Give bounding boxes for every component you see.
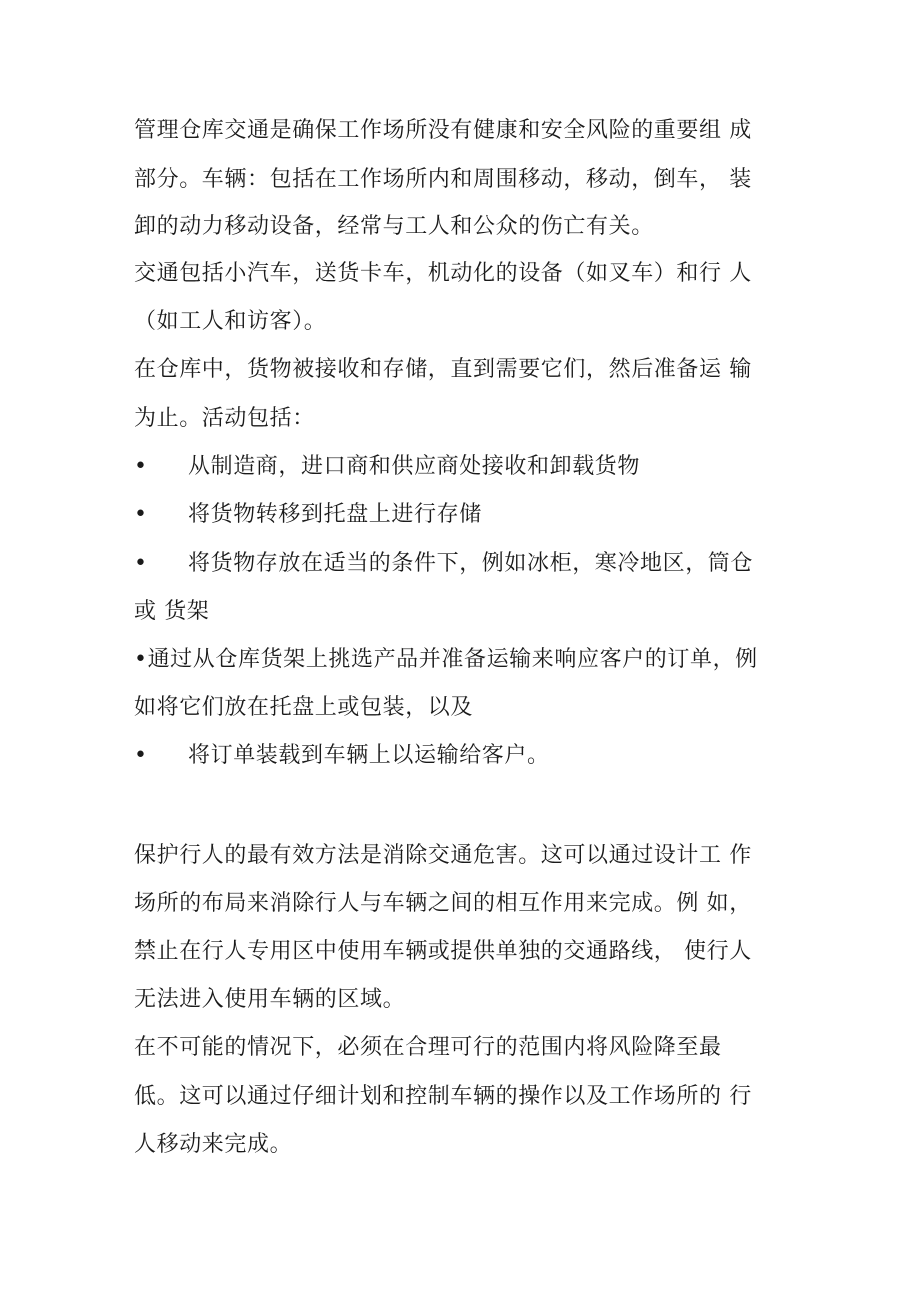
text-line: 人移动来完成。 [134,1132,293,1157]
text-line: 禁止在行人专用区中使用车辆或提供单独的交通路线， 使行人 [134,939,752,964]
list-item-text: 将订单装载到车辆上以运输给客户。 [188,743,550,768]
list-item [134,741,550,771]
list-item [134,452,640,482]
bullet-icon: • [134,743,148,768]
text-line: 管理仓库交通是确保工作场所没有健康和安全风险的重要组 成 [134,118,752,143]
list-item [134,549,753,579]
text-line: 交通包括小汽车，送货卡车，机动化的设备（如叉车）和行 人 [134,261,752,286]
text-line: 无法进入使用车辆的区域。 [134,987,406,1012]
bullet-icon: • [134,551,148,576]
list-item-continuation: 如将它们放在托盘上或包装，以及 [134,695,474,720]
list-item-text: 从制造商，进口商和供应商处接收和卸载货物 [188,454,641,479]
text-line: 在仓库中，货物被接收和存储，直到需要它们，然后准备运 输 [134,357,752,382]
text-line: 卸的动力移动设备，经常与工人和公众的伤亡有关。 [134,214,654,239]
text-line: 为止。活动包括： [134,406,315,431]
text-line: （如工人和访客）。 [134,309,327,334]
list-item [134,500,482,530]
list-item [134,645,758,675]
list-item-text: 通过从仓库货架上挑选产品并准备运输来响应客户的订单，例 [147,647,758,672]
text-line: 部分。车辆：包括在工作场所内和周围移动，移动，倒车， 装 [134,167,752,192]
list-item-text: 将货物转移到托盘上进行存储 [188,502,482,527]
text-line: 在不可能的情况下，必须在合理可行的范围内将风险降至最 [134,1035,722,1060]
bullet-icon: • [134,647,148,672]
bullet-icon: • [134,454,148,479]
bullet-icon: • [134,502,148,527]
text-line: 场所的布局来消除行人与车辆之间的相互作用来完成。例 如， [134,891,752,916]
list-item-continuation: 或 货架 [134,599,210,624]
list-item-text: 将货物存放在适当的条件下，例如冰柜，寒冷地区，筒仓 [188,551,754,576]
text-line: 保护行人的最有效方法是消除交通危害。这可以通过设计工 作 [134,843,752,868]
text-line: 低。这可以通过仔细计划和控制车辆的操作以及工作场所的 行 [134,1084,752,1109]
